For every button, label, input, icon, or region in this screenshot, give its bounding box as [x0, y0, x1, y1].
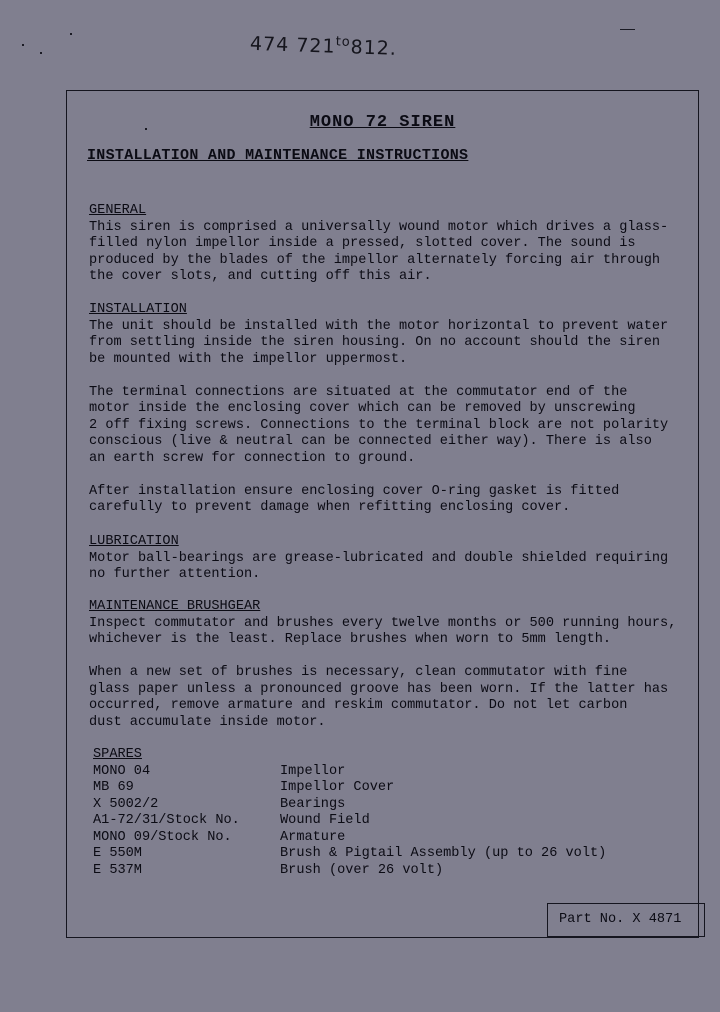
spare-code: E 550M: [93, 846, 142, 861]
section-general: [89, 203, 668, 286]
spare-code: MB 69: [93, 780, 134, 795]
spares-row: [93, 797, 606, 814]
section-text: When a new set of brushes is necessary, clean commutator with fine glass paper unless a pronounced groove has been worn. If the latter has occurred, remove armature and reskim commutator. Do not let carbon dust accumulate inside motor.: [89, 665, 669, 730]
handwritten-note: [250, 31, 398, 59]
spare-code: MONO 04: [93, 763, 151, 779]
section-heading: INSTALLATION: [89, 302, 187, 317]
handwritten-superscript: to: [335, 34, 352, 50]
spare-desc: Brush (over 26 volt): [280, 862, 444, 878]
handwritten-end: 812.: [350, 36, 398, 60]
section-text: Motor ball-bearings are grease-lubricated and double shielded requiring no further attention.: [89, 550, 669, 582]
section-installation: [89, 302, 668, 517]
spares-row: [93, 813, 606, 830]
spare-desc: Impellor Cover: [280, 780, 395, 795]
scan-speck: [22, 44, 24, 46]
section-heading: GENERAL: [89, 203, 147, 218]
section-text: The unit should be installed with the motor horizontal to prevent water from settling inside the siren housing. On no account should the siren be mounted with the impellor uppermost.: [89, 318, 669, 367]
spares-row: [93, 846, 606, 863]
spare-code: X 5002/2: [93, 796, 159, 812]
document-frame: [66, 90, 699, 938]
section-maintenance: [89, 599, 676, 731]
section-text: Inspect commutator and brushes every twelve months or 500 running hours, whichever is the least. Replace brushes when worn to 5mm length.: [89, 615, 677, 647]
handwritten-number: 474 721: [249, 32, 336, 58]
spares-row: [93, 780, 606, 797]
spare-desc: Wound Field: [280, 813, 370, 828]
scan-speck: [40, 52, 42, 54]
section-text: After installation ensure enclosing cover O-ring gasket is fitted carefully to prevent damage when refitting enclosing cover.: [89, 483, 620, 515]
spare-code: MONO 09/Stock No.: [93, 829, 232, 845]
spares-row: [93, 764, 606, 781]
spares-row: [93, 863, 606, 880]
spares-row: [93, 830, 606, 847]
section-heading: LUBRICATION: [89, 534, 179, 549]
spare-code: E 537M: [93, 862, 142, 878]
spare-desc: Impellor: [280, 763, 346, 779]
part-number-box: Part No. X 4871: [547, 903, 705, 937]
spare-code: A1-72/31/Stock No.: [93, 813, 240, 828]
spare-desc: Brush & Pigtail Assembly (up to 26 volt): [280, 846, 607, 861]
scan-mark: [620, 29, 635, 30]
section-text: This siren is comprised a universally wound motor which drives a glass- filled nylon impellor inside a pressed, slotted cover. The sound is produced by the blades of the impellor alternately forcing air through the cover slots, and cutting off this air.: [89, 219, 669, 284]
scan-speck: [70, 33, 72, 35]
section-lubrication: [89, 534, 668, 584]
spare-desc: Armature: [280, 829, 346, 845]
section-text: The terminal connections are situated at the commutator end of the motor inside the enclosing cover which can be removed by unscrewing 2 off fixing screws. Connections to the terminal block are not polarity conscious (live & neutral can be connected either way). There is also an earth screw for connection to ground.: [89, 384, 669, 466]
document-title: MONO 72 SIREN: [309, 113, 456, 132]
section-heading: SPARES: [93, 747, 142, 762]
spare-desc: Bearings: [280, 796, 346, 812]
spares-list: [93, 747, 606, 879]
section-heading: MAINTENANCE BRUSHGEAR: [89, 599, 261, 614]
document-subtitle: INSTALLATION AND MAINTENANCE INSTRUCTIONS: [87, 147, 469, 164]
